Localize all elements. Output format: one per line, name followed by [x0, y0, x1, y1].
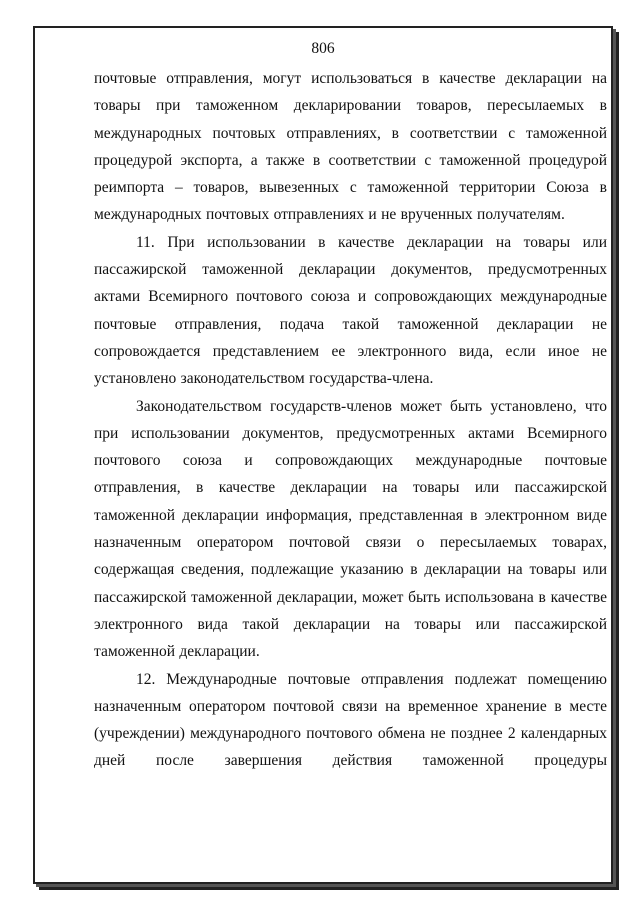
paragraph-member-states-legislation: Законодательством государств-членов может быть установлено, что при использовании документов, предусмотренных актами Всемирного почтового союза и сопровождающих международные почтовые отправления, в качестве декларации на товары или пассажирской таможенной декларации информация, представленная в электронном виде назначенным оператором почтовой связи о пересылаемых товарах, содержащая сведения, подлежащие указанию в декларации на товары или пассажирской таможенной декларации, может быть использована в качестве электронного вида такой декларации на товары или пассажирской таможенной декларации.: [94, 397, 607, 661]
page-number: 806: [311, 40, 335, 57]
paragraph-item-12: 12. Международные почтовые отправления подлежат помещению назначенным оператором почтовой связи на временное хранение в месте (учреждении) международного почтового обмена не позднее 2 календарных дней после завершения действия таможенной процедуры: [94, 670, 607, 770]
document-body: [94, 65, 607, 775]
document-page: [33, 26, 613, 884]
paragraph-continuation: почтовые отправления, могут использоваться в качестве декларации на товары при таможенном декларировании товаров, пересылаемых в международных почтовых отправлениях, в соответствии с таможенной процедурой экспорта, а также в соответствии с таможенной процедурой реимпорта – товаров, вывезенных с таможенной территории Союза в международных почтовых отправлениях и не врученных получателям.: [94, 70, 607, 224]
paragraph-item-11: 11. При использовании в качестве декларации на товары или пассажирской таможенной декларации документов, предусмотренных актами Всемирного почтового союза и сопровождающих международные почтовые отправления, подача такой таможенной декларации не сопровождается представлением ее электронного вида, если иное не установлено законодательством государства-члена.: [94, 233, 607, 388]
